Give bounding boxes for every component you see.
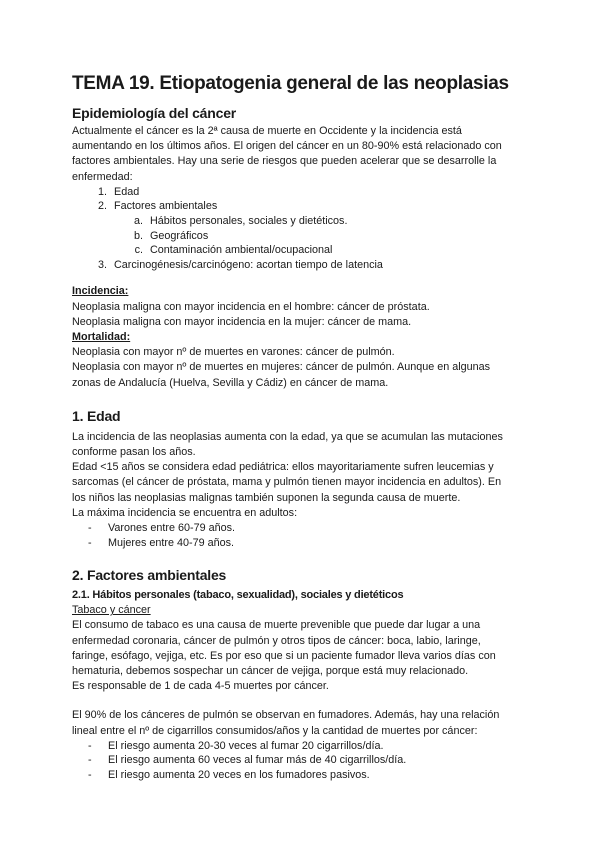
list-item-text: Carcinogénesis/carcinógeno: acortan tiempo de latencia — [114, 258, 383, 271]
list-item-text: Varones entre 60-79 años. — [108, 522, 236, 535]
sublist-item — [72, 214, 532, 229]
paragraph-line: zonas de Andalucía (Huelva, Sevilla y Cádiz) en cáncer de mama. — [72, 376, 389, 389]
incidencia-label: Incidencia: — [72, 285, 129, 298]
paragraph-line: aumentando en los últimos años. El origen del cáncer en un 80-90% está relacionado con — [72, 140, 502, 153]
mortalidad-label: Mortalidad: — [72, 330, 131, 343]
list-item-text: Contaminación ambiental/ocupacional — [150, 244, 333, 257]
list-item-text: El riesgo aumenta 20 veces en los fumadores pasivos. — [108, 769, 370, 782]
smoking-risk-list — [72, 739, 532, 783]
document-page — [72, 72, 532, 783]
list-item — [72, 753, 532, 768]
paragraph-line: La máxima incidencia se encuentra en adultos: — [72, 506, 298, 519]
age-list — [72, 521, 532, 550]
list-item-text: Hábitos personales, sociales y dietéticos. — [150, 215, 348, 227]
paragraph-line: Neoplasia maligna con mayor incidencia en el hombre: cáncer de próstata. — [72, 300, 430, 313]
paragraph-line: Actualmente el cáncer es la 2ª causa de muerte en Occidente y la incidencia está — [72, 125, 462, 137]
list-marker: c. — [134, 244, 143, 257]
paragraph-line: El 90% de los cánceres de pulmón se observan en fumadores. Además, hay una relación — [72, 709, 500, 722]
list-item-text: Geográficos — [150, 229, 209, 242]
paragraph-line: hematuria, debemos sospechar un cáncer de vejiga, porque está muy relacionado. — [72, 665, 469, 678]
paragraph-line: lineal entre el nº de cigarrillos consumidos/años y la cantidad de muertes por cáncer: — [72, 724, 478, 737]
paragraph-line: Neoplasia con mayor nº de muertes en mujeres: cáncer de pulmón. Aunque en algunas — [72, 361, 491, 374]
list-marker: - — [88, 769, 92, 782]
list-item — [72, 739, 532, 754]
page-title: TEMA 19. Etiopatogenia general de las neoplasias — [72, 73, 509, 94]
paragraph-line: Es responsable de 1 de cada 4-5 muertes por cáncer. — [72, 680, 329, 693]
sublist-item — [72, 229, 532, 244]
list-marker: 3. — [97, 258, 107, 271]
list-marker: - — [88, 536, 92, 549]
section-heading-factores: 2. Factores ambientales — [72, 567, 227, 584]
paragraph-line: faringe, esófago, vejiga, etc. Es por eso que si un paciente fumador lleva varios días con — [72, 649, 496, 662]
section-heading-edad: 1. Edad — [72, 407, 121, 424]
list-marker: 2. — [97, 200, 107, 213]
list-marker: b. — [133, 229, 143, 242]
list-item — [72, 258, 532, 273]
list-marker: - — [88, 754, 92, 767]
list-marker: - — [88, 522, 92, 535]
list-item — [72, 199, 532, 214]
paragraph-line: los niños las neoplasias malignas también suponen la segunda causa de muerte. — [72, 491, 461, 504]
paragraph-line: Neoplasia con mayor nº de muertes en varones: cáncer de pulmón. — [72, 346, 395, 359]
tabaco-label: Tabaco y cáncer — [72, 604, 151, 617]
section-heading-epidemiologia: Epidemiología del cáncer — [72, 105, 237, 121]
sublist-item — [72, 243, 532, 258]
subsection-heading-habitos: 2.1. Hábitos personales (tabaco, sexualidad), sociales y dietéticos — [72, 589, 404, 602]
paragraph-line: enfermedad coronaria, cáncer de pulmón y otros tipos de cáncer: boca, labio, laringe, — [72, 634, 481, 647]
paragraph-line: El consumo de tabaco es una causa de muerte prevenible que puede dar lugar a una — [72, 619, 481, 632]
list-item-text: Edad — [114, 185, 140, 198]
list-marker: - — [88, 739, 92, 752]
list-item — [72, 185, 532, 200]
paragraph-line: La incidencia de las neoplasias aumenta con la edad, ya que se acumulan las mutaciones — [72, 430, 503, 443]
list-item — [72, 536, 532, 551]
list-item-text: Mujeres entre 40-79 años. — [108, 536, 235, 549]
paragraph-line: sarcomas (el cáncer de próstata, mama y pulmón tienen mayor incidencia en adultos). En — [72, 476, 502, 489]
list-item-text: Factores ambientales — [114, 200, 218, 213]
list-item-text: El riesgo aumenta 60 veces al fumar más de 40 cigarrillos/día. — [108, 754, 407, 767]
list-marker: 1. — [97, 185, 107, 198]
list-item — [72, 768, 532, 783]
risk-factor-list — [72, 185, 532, 273]
paragraph-line: Edad <15 años se considera edad pediátrica: ellos mayoritariamente sufren leucemias y — [72, 461, 494, 474]
paragraph-line: conforme pasan los años. — [72, 446, 196, 458]
list-marker: a. — [133, 215, 143, 227]
paragraph-line: enfermedad: — [72, 170, 133, 183]
paragraph-line: Neoplasia maligna con mayor incidencia en la mujer: cáncer de mama. — [72, 315, 412, 328]
list-item-text: El riesgo aumenta 20-30 veces al fumar 20 cigarrillos/día. — [108, 739, 384, 752]
list-item — [72, 521, 532, 536]
paragraph-line: factores ambientales. Hay una serie de riesgos que pueden acelerar que se desarrolle la — [72, 155, 497, 168]
